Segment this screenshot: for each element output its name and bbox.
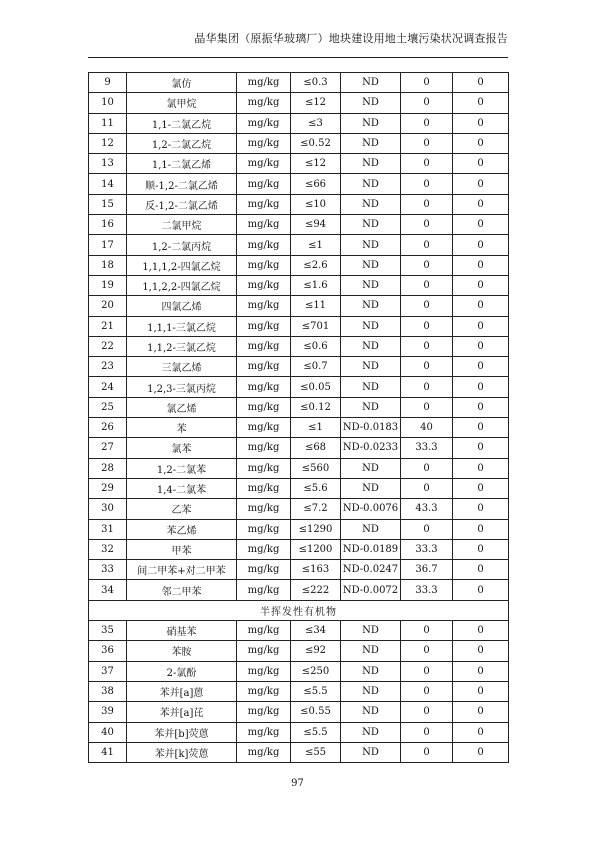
detected-range-cell: ND (341, 641, 401, 661)
detection-rate-cell: 0 (401, 621, 453, 641)
pollutant-name-cell: 1,1-二氯乙烷 (127, 113, 237, 133)
row-number-cell: 24 (89, 377, 127, 397)
table-row (89, 560, 509, 580)
detected-range-cell: ND (341, 702, 401, 722)
detected-range-cell: ND (341, 215, 401, 235)
detected-range-cell: ND (341, 661, 401, 681)
exceedance-rate-cell: 0 (453, 742, 509, 762)
screening-limit-cell: ≤0.05 (291, 377, 341, 397)
table-row (89, 235, 509, 255)
table-row (89, 621, 509, 641)
table-row (89, 215, 509, 235)
row-number-cell: 17 (89, 235, 127, 255)
unit-cell: mg/kg (237, 397, 291, 417)
row-number-cell: 41 (89, 742, 127, 762)
row-number-cell: 21 (89, 316, 127, 336)
row-number-cell: 11 (89, 113, 127, 133)
detected-range-cell: ND (341, 154, 401, 174)
screening-limit-cell: ≤250 (291, 661, 341, 681)
row-number-cell: 36 (89, 641, 127, 661)
section-row (89, 600, 509, 620)
header-divider (88, 57, 508, 58)
screening-limit-cell: ≤0.3 (291, 73, 341, 93)
pollutant-name-cell: 氯甲烷 (127, 93, 237, 113)
row-number-cell: 34 (89, 580, 127, 600)
table-row (89, 539, 509, 559)
table-row (89, 357, 509, 377)
exceedance-rate-cell: 0 (453, 560, 509, 580)
detection-rate-cell: 0 (401, 296, 453, 316)
pollutant-name-cell: 乙苯 (127, 499, 237, 519)
detection-rate-cell: 0 (401, 357, 453, 377)
detection-rate-cell: 0 (401, 702, 453, 722)
pollutant-name-cell: 硝基苯 (127, 621, 237, 641)
row-number-cell: 26 (89, 418, 127, 438)
detected-range-cell: ND (341, 255, 401, 275)
unit-cell: mg/kg (237, 580, 291, 600)
unit-cell: mg/kg (237, 215, 291, 235)
unit-cell: mg/kg (237, 702, 291, 722)
detection-rate-cell: 0 (401, 174, 453, 194)
pollutant-name-cell: 氯乙烯 (127, 397, 237, 417)
pollutant-name-cell: 苯并[k]荧蒽 (127, 742, 237, 762)
detected-range-cell: ND (341, 397, 401, 417)
detected-range-cell: ND-0.0247 (341, 560, 401, 580)
row-number-cell: 29 (89, 478, 127, 498)
exceedance-rate-cell: 0 (453, 418, 509, 438)
screening-limit-cell: ≤55 (291, 742, 341, 762)
detection-rate-cell: 33.3 (401, 539, 453, 559)
unit-cell: mg/kg (237, 133, 291, 153)
screening-limit-cell: ≤3 (291, 113, 341, 133)
detection-rate-cell: 0 (401, 235, 453, 255)
detection-rate-cell: 0 (401, 255, 453, 275)
detection-rate-cell: 0 (401, 133, 453, 153)
row-number-cell: 15 (89, 194, 127, 214)
unit-cell: mg/kg (237, 316, 291, 336)
row-number-cell: 32 (89, 539, 127, 559)
table-row (89, 93, 509, 113)
detected-range-cell: ND (341, 377, 401, 397)
pollutant-name-cell: 1,2-二氯丙烷 (127, 235, 237, 255)
document-header: 晶华集团（原振华玻璃厂）地块建设用地土壤污染状况调查报告 (194, 32, 508, 45)
row-number-cell: 12 (89, 133, 127, 153)
detection-rate-cell: 0 (401, 742, 453, 762)
screening-limit-cell: ≤10 (291, 194, 341, 214)
row-number-cell: 27 (89, 438, 127, 458)
row-number-cell: 10 (89, 93, 127, 113)
exceedance-rate-cell: 0 (453, 681, 509, 701)
pollutant-name-cell: 2-氯酚 (127, 661, 237, 681)
unit-cell: mg/kg (237, 438, 291, 458)
table-row (89, 702, 509, 722)
detected-range-cell: ND (341, 133, 401, 153)
table-row (89, 742, 509, 762)
table-row (89, 722, 509, 742)
row-number-cell: 28 (89, 458, 127, 478)
detected-range-cell: ND (341, 478, 401, 498)
screening-limit-cell: ≤1290 (291, 519, 341, 539)
detected-range-cell: ND (341, 296, 401, 316)
pollutant-name-cell: 苯并[a]芘 (127, 702, 237, 722)
unit-cell: mg/kg (237, 681, 291, 701)
detected-range-cell: ND (341, 93, 401, 113)
detected-range-cell: ND-0.0183 (341, 418, 401, 438)
row-number-cell: 39 (89, 702, 127, 722)
detected-range-cell: ND (341, 681, 401, 701)
row-number-cell: 13 (89, 154, 127, 174)
screening-limit-cell: ≤2.6 (291, 255, 341, 275)
row-number-cell: 9 (89, 73, 127, 93)
row-number-cell: 40 (89, 722, 127, 742)
detected-range-cell: ND (341, 316, 401, 336)
screening-limit-cell: ≤0.7 (291, 357, 341, 377)
table-row (89, 296, 509, 316)
unit-cell: mg/kg (237, 73, 291, 93)
pollutant-name-cell: 反-1,2-二氯乙烯 (127, 194, 237, 214)
table-row (89, 438, 509, 458)
row-number-cell: 38 (89, 681, 127, 701)
row-number-cell: 33 (89, 560, 127, 580)
screening-limit-cell: ≤1200 (291, 539, 341, 559)
pollutant-name-cell: 四氯乙烯 (127, 296, 237, 316)
exceedance-rate-cell: 0 (453, 438, 509, 458)
unit-cell: mg/kg (237, 458, 291, 478)
exceedance-rate-cell: 0 (453, 316, 509, 336)
screening-limit-cell: ≤66 (291, 174, 341, 194)
unit-cell: mg/kg (237, 113, 291, 133)
row-number-cell: 30 (89, 499, 127, 519)
screening-limit-cell: ≤12 (291, 154, 341, 174)
table-row (89, 661, 509, 681)
screening-limit-cell: ≤0.52 (291, 133, 341, 153)
pollutant-name-cell: 1,1,1-三氯乙烷 (127, 316, 237, 336)
detected-range-cell: ND (341, 275, 401, 295)
detection-rate-cell: 0 (401, 275, 453, 295)
detection-rate-cell: 0 (401, 681, 453, 701)
screening-limit-cell: ≤222 (291, 580, 341, 600)
table-row (89, 73, 509, 93)
detected-range-cell: ND (341, 722, 401, 742)
unit-cell: mg/kg (237, 296, 291, 316)
detected-range-cell: ND-0.0189 (341, 539, 401, 559)
exceedance-rate-cell: 0 (453, 539, 509, 559)
exceedance-rate-cell: 0 (453, 296, 509, 316)
table-row (89, 418, 509, 438)
exceedance-rate-cell: 0 (453, 194, 509, 214)
detected-range-cell: ND (341, 458, 401, 478)
exceedance-rate-cell: 0 (453, 397, 509, 417)
table-row (89, 133, 509, 153)
pollutant-name-cell: 间二甲苯+对二甲苯 (127, 560, 237, 580)
exceedance-rate-cell: 0 (453, 519, 509, 539)
unit-cell: mg/kg (237, 235, 291, 255)
exceedance-rate-cell: 0 (453, 499, 509, 519)
pollutant-table (88, 72, 509, 763)
exceedance-rate-cell: 0 (453, 722, 509, 742)
row-number-cell: 22 (89, 336, 127, 356)
pollutant-name-cell: 1,2,3-三氯丙烷 (127, 377, 237, 397)
detected-range-cell: ND (341, 357, 401, 377)
detected-range-cell: ND (341, 235, 401, 255)
detected-range-cell: ND (341, 336, 401, 356)
table-row (89, 397, 509, 417)
detection-rate-cell: 43.3 (401, 499, 453, 519)
unit-cell: mg/kg (237, 478, 291, 498)
row-number-cell: 37 (89, 661, 127, 681)
detection-rate-cell: 0 (401, 641, 453, 661)
exceedance-rate-cell: 0 (453, 93, 509, 113)
pollutant-name-cell: 顺-1,2-二氯乙烯 (127, 174, 237, 194)
exceedance-rate-cell: 0 (453, 377, 509, 397)
detection-rate-cell: 0 (401, 93, 453, 113)
screening-limit-cell: ≤163 (291, 560, 341, 580)
detection-rate-cell: 0 (401, 478, 453, 498)
unit-cell: mg/kg (237, 722, 291, 742)
detection-rate-cell: 33.3 (401, 438, 453, 458)
page-number: 97 (291, 778, 304, 789)
detected-range-cell: ND (341, 113, 401, 133)
detection-rate-cell: 36.7 (401, 560, 453, 580)
detection-rate-cell: 0 (401, 316, 453, 336)
table-row (89, 113, 509, 133)
unit-cell: mg/kg (237, 93, 291, 113)
unit-cell: mg/kg (237, 174, 291, 194)
table-row (89, 154, 509, 174)
exceedance-rate-cell: 0 (453, 357, 509, 377)
exceedance-rate-cell: 0 (453, 154, 509, 174)
unit-cell: mg/kg (237, 336, 291, 356)
exceedance-rate-cell: 0 (453, 702, 509, 722)
screening-limit-cell: ≤7.2 (291, 499, 341, 519)
exceedance-rate-cell: 0 (453, 275, 509, 295)
pollutant-name-cell: 邻二甲苯 (127, 580, 237, 600)
pollutant-name-cell: 苯 (127, 418, 237, 438)
detection-rate-cell: 33.3 (401, 580, 453, 600)
pollutant-name-cell: 二氯甲烷 (127, 215, 237, 235)
detection-rate-cell: 0 (401, 661, 453, 681)
screening-limit-cell: ≤94 (291, 215, 341, 235)
screening-limit-cell: ≤11 (291, 296, 341, 316)
screening-limit-cell: ≤701 (291, 316, 341, 336)
exceedance-rate-cell: 0 (453, 174, 509, 194)
table-row (89, 174, 509, 194)
screening-limit-cell: ≤34 (291, 621, 341, 641)
exceedance-rate-cell: 0 (453, 621, 509, 641)
pollutant-name-cell: 氯仿 (127, 73, 237, 93)
screening-limit-cell: ≤92 (291, 641, 341, 661)
detected-range-cell: ND (341, 194, 401, 214)
unit-cell: mg/kg (237, 560, 291, 580)
exceedance-rate-cell: 0 (453, 133, 509, 153)
screening-limit-cell: ≤5.6 (291, 478, 341, 498)
detection-rate-cell: 0 (401, 154, 453, 174)
exceedance-rate-cell: 0 (453, 215, 509, 235)
screening-limit-cell: ≤0.6 (291, 336, 341, 356)
unit-cell: mg/kg (237, 275, 291, 295)
table-row (89, 316, 509, 336)
detection-rate-cell: 0 (401, 397, 453, 417)
unit-cell: mg/kg (237, 499, 291, 519)
detection-rate-cell: 0 (401, 458, 453, 478)
detected-range-cell: ND-0.0233 (341, 438, 401, 458)
detection-rate-cell: 0 (401, 194, 453, 214)
detection-rate-cell: 0 (401, 519, 453, 539)
screening-limit-cell: ≤0.12 (291, 397, 341, 417)
detected-range-cell: ND-0.0076 (341, 499, 401, 519)
exceedance-rate-cell: 0 (453, 478, 509, 498)
table-row (89, 377, 509, 397)
row-number-cell: 16 (89, 215, 127, 235)
unit-cell: mg/kg (237, 519, 291, 539)
unit-cell: mg/kg (237, 357, 291, 377)
unit-cell: mg/kg (237, 377, 291, 397)
pollutant-name-cell: 1,1,2-三氯乙烷 (127, 336, 237, 356)
pollutant-name-cell: 1,1,1,2-四氯乙烷 (127, 255, 237, 275)
exceedance-rate-cell: 0 (453, 73, 509, 93)
screening-limit-cell: ≤1 (291, 418, 341, 438)
detection-rate-cell: 0 (401, 336, 453, 356)
table-row (89, 681, 509, 701)
detected-range-cell: ND (341, 621, 401, 641)
table-row (89, 275, 509, 295)
screening-limit-cell: ≤1.6 (291, 275, 341, 295)
pollutant-name-cell: 1,4-二氯苯 (127, 478, 237, 498)
pollutant-name-cell: 1,1-二氯乙烯 (127, 154, 237, 174)
unit-cell: mg/kg (237, 742, 291, 762)
screening-limit-cell: ≤12 (291, 93, 341, 113)
screening-limit-cell: ≤0.55 (291, 702, 341, 722)
screening-limit-cell: ≤560 (291, 458, 341, 478)
section-label: 半挥发性有机物 (89, 600, 509, 620)
pollutant-name-cell: 苯并[b]荧蒽 (127, 722, 237, 742)
row-number-cell: 18 (89, 255, 127, 275)
exceedance-rate-cell: 0 (453, 235, 509, 255)
row-number-cell: 31 (89, 519, 127, 539)
row-number-cell: 19 (89, 275, 127, 295)
exceedance-rate-cell: 0 (453, 661, 509, 681)
exceedance-rate-cell: 0 (453, 113, 509, 133)
detected-range-cell: ND (341, 742, 401, 762)
pollutant-name-cell: 1,2-二氯苯 (127, 458, 237, 478)
pollutant-name-cell: 三氯乙烯 (127, 357, 237, 377)
pollutant-name-cell: 1,2-二氯乙烷 (127, 133, 237, 153)
exceedance-rate-cell: 0 (453, 580, 509, 600)
row-number-cell: 35 (89, 621, 127, 641)
table-row (89, 478, 509, 498)
exceedance-rate-cell: 0 (453, 336, 509, 356)
row-number-cell: 14 (89, 174, 127, 194)
detected-range-cell: ND (341, 519, 401, 539)
row-number-cell: 25 (89, 397, 127, 417)
detected-range-cell: ND-0.0072 (341, 580, 401, 600)
pollutant-name-cell: 苯乙烯 (127, 519, 237, 539)
pollutant-name-cell: 甲苯 (127, 539, 237, 559)
unit-cell: mg/kg (237, 255, 291, 275)
table-row (89, 580, 509, 600)
table-row (89, 641, 509, 661)
row-number-cell: 23 (89, 357, 127, 377)
table-row (89, 255, 509, 275)
pollutant-name-cell: 1,1,2,2-四氯乙烷 (127, 275, 237, 295)
exceedance-rate-cell: 0 (453, 255, 509, 275)
detection-rate-cell: 0 (401, 377, 453, 397)
pollutant-name-cell: 苯并[a]蒽 (127, 681, 237, 701)
exceedance-rate-cell: 0 (453, 458, 509, 478)
table-row (89, 519, 509, 539)
table-row (89, 499, 509, 519)
unit-cell: mg/kg (237, 641, 291, 661)
screening-limit-cell: ≤68 (291, 438, 341, 458)
unit-cell: mg/kg (237, 418, 291, 438)
detection-rate-cell: 0 (401, 113, 453, 133)
unit-cell: mg/kg (237, 194, 291, 214)
unit-cell: mg/kg (237, 539, 291, 559)
screening-limit-cell: ≤1 (291, 235, 341, 255)
detection-rate-cell: 40 (401, 418, 453, 438)
row-number-cell: 20 (89, 296, 127, 316)
table-row (89, 336, 509, 356)
table-row (89, 194, 509, 214)
exceedance-rate-cell: 0 (453, 641, 509, 661)
screening-limit-cell: ≤5.5 (291, 722, 341, 742)
table-row (89, 458, 509, 478)
unit-cell: mg/kg (237, 154, 291, 174)
detected-range-cell: ND (341, 174, 401, 194)
detection-rate-cell: 0 (401, 73, 453, 93)
screening-limit-cell: ≤5.5 (291, 681, 341, 701)
detection-rate-cell: 0 (401, 722, 453, 742)
unit-cell: mg/kg (237, 621, 291, 641)
detection-rate-cell: 0 (401, 215, 453, 235)
pollutant-name-cell: 氯苯 (127, 438, 237, 458)
detected-range-cell: ND (341, 73, 401, 93)
unit-cell: mg/kg (237, 661, 291, 681)
pollutant-name-cell: 苯胺 (127, 641, 237, 661)
